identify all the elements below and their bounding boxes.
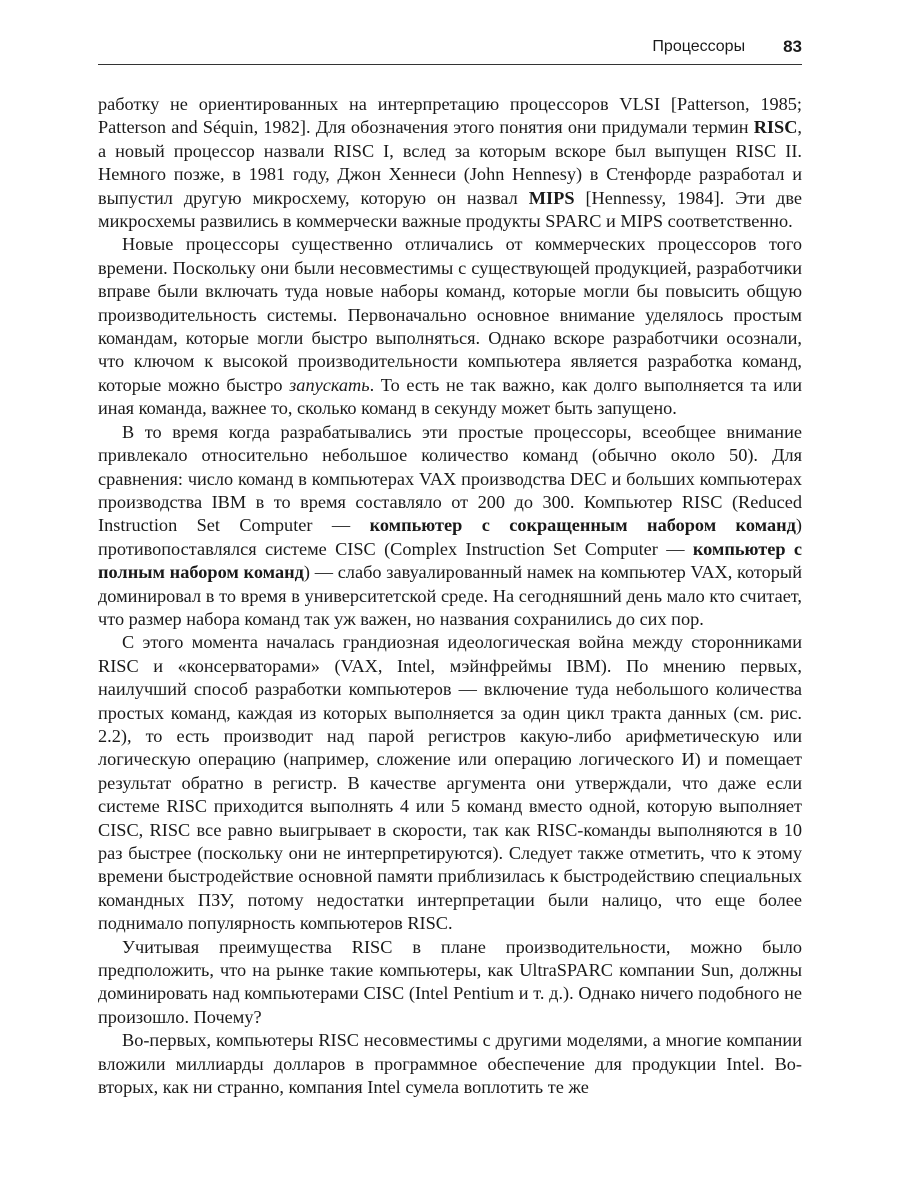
text-run: ) противопоставлялся системе CISC (Complex Instruction Set Computer — [98,515,802,559]
bold-term: компьютер с сокращенным набором команд [369,515,796,536]
text-run: Новые процессоры существенно отличались от коммерческих процессоров того времени. Поскольку они были несовместимы с существующей продукцией, разработчики вправе были включать туда новые наборы команд, которые могли бы повысить общую производительность системы. Первоначально основное внимание уделялось простым командам, которые могли быстро выполняться. Однако вскоре разработчики осознали, что ключом к высокой производительности компьютера является разработка команд, которые можно быстро [98,234,802,395]
text-run: Во-первых, компьютеры RISC несовместимы с другими моделями, а многие компании вложили миллиарды долларов в программное обеспечение для продукции Intel. Во-вторых, как ни странно, компания Intel сумела воплотить те же [98,1030,802,1098]
italic-term: запускать [289,374,370,395]
paragraph [98,631,802,935]
text-run: ) — слабо завуалированный намек на компьютер VAX, который доминировал в то время в университетской среде. На сегодняшний день мало кто считает, что размер набора команд так уж важен, но названия сохранились до сих пор. [98,562,802,629]
text-run: , а новый процессор назвали RISC I, вслед за которым вскоре был выпущен RISC II. Немного позже, в 1981 году, Джон Хеннеси (John Hennesy) в Стенфорде разработал и выпустил другую микросхему, которую он назвал [98,117,802,208]
bold-term: MIPS [528,187,575,208]
paragraph [98,93,802,233]
section-title: Процессоры [652,38,746,55]
paragraph [98,421,802,632]
paragraph [98,233,802,420]
bold-term: компьютер с полным набором команд [98,538,802,583]
text-run: В то время когда разрабатывались эти простые процессоры, всеобщее внимание привлекало относительно небольшое количество команд (обычно около 50). Для сравнения: число команд в компьютерах VAX производства DEC и больших компьютерах производства IBM в то время составляло от 200 до 300. Компьютер RISC (Reduced Instruction Set Computer — [98,421,802,536]
text-run: работку не ориентированных на интерпретацию процессоров VLSI [Patterson, 1985; Patterson and Séquin, 1982]. Для обозначения этого понятия они придумали термин [98,94,802,138]
header-rule [98,64,802,65]
body-text [98,93,802,1099]
bold-term: RISC [753,117,798,138]
text-run: [Hennessy, 1984]. Эти две микросхемы развились в коммерчески важные продукты SPARC и MIPS соответственно. [98,187,802,232]
running-header [98,32,802,62]
text-run: С этого момента началась грандиозная идеологическая война между сторонниками RISC и «консерваторами» (VAX, Intel, мэйнфреймы IBM). По мнению первых, наилучший способ разработки компьютеров — включение туда небольшого количества простых команд, каждая из которых выполняется за один цикл тракта данных (см. рис. 2.2), то есть производит над парой регистров какую-либо арифметическую или логическую операцию (например, сложение или операцию логического И) и помещает результат обратно в регистр. В качестве аргумента они утверждали, что даже если системе RISC приходится выполнять 4 или 5 команд вместо одной, которую выполняет CISC, RISC все равно выигрывает в скорости, так как RISC-команды выполняются в 10 раз быстрее (поскольку они не интерпретируются). Следует также отметить, что к этому времени быстродействие основной памяти приблизилась к быстродействию специальных командных ПЗУ, потому недостатки интерпретации были налицо, что еще более поднимало популярность компьютеров RISC. [98,632,802,934]
paragraph [98,1029,802,1099]
paragraph [98,936,802,1030]
page-number: 83 [783,37,802,56]
text-run: Учитывая преимущества RISC в плане производительности, можно было предположить, что на рынке такие компьютеры, как UltraSPARC компании Sun, должны доминировать над компьютерами CISC (Intel Pentium и т. д.). Однако ничего подобного не произошло. Почему? [98,936,802,1027]
text-run: . То есть не так важно, как долго выполняется та или иная команда, важнее то, сколько команд в секунду может быть запущено. [98,374,802,419]
